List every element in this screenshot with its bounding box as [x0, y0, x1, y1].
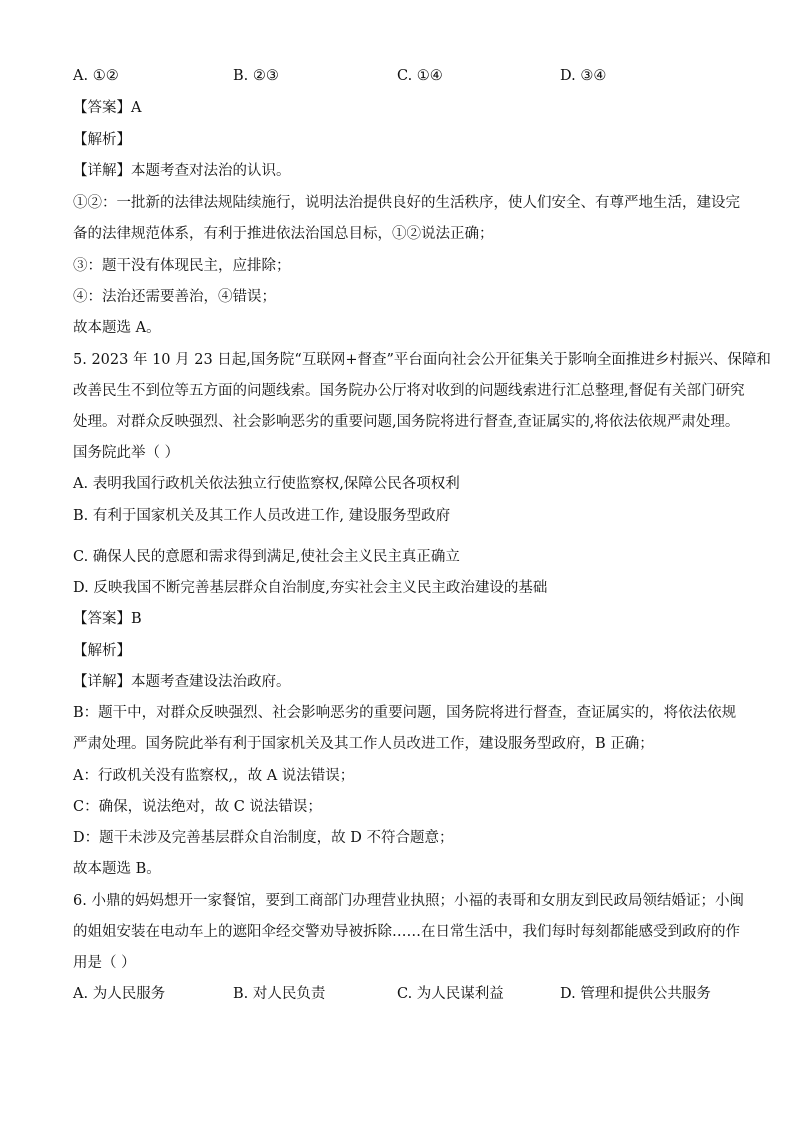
- q6-stem-line: 的姐姐安装在电动车上的遮阳伞经交警劝导被拆除……在日常生活中，我们每时每刻都能感受到政府的作: [73, 924, 740, 940]
- q6-stem-line: 6. 小鼎的妈妈想开一家餐馆，要到工商部门办理营业执照；小福的表哥和女朋友到民政局领结婚证；小闽: [73, 893, 744, 909]
- q5-stem-line: 5. 2023 年 10 月 23 日起,国务院“互联网+督查”平台面向社会公开征集关于影响全面推进乡村振兴、保障和: [73, 352, 771, 368]
- q4-option-b: B. ②③: [233, 68, 279, 84]
- q6-option-a: A. 为人民服务: [73, 986, 166, 1002]
- q4-option-c: C. ①④: [397, 68, 443, 84]
- q4-detail-line: ④：法治还需要善治，④错误；: [73, 289, 276, 305]
- q5-answer: 【答案】B: [73, 611, 142, 627]
- q5-stem-line: 国务院此举（ ）: [73, 445, 180, 461]
- q5-detail-line: A：行政机关没有监察权,，故 A 说法错误；: [73, 768, 355, 784]
- q6-option-d: D. 管理和提供公共服务: [560, 986, 711, 1002]
- q5-option-b: B. 有利于国家机关及其工作人员改进工作, 建设服务型政府: [73, 508, 451, 524]
- q6-option-b: B. 对人民负责: [233, 986, 326, 1002]
- q5-stem-line: 处理。对群众反映强烈、社会影响恶劣的重要问题,国务院将进行督查,查证属实的,将依法依规严肃处理。: [73, 414, 740, 430]
- q4-detail-line: ①②：一批新的法律法规陆续施行，说明法治提供良好的生活秩序，使人们安全、有尊严地生活，建设完: [73, 195, 740, 211]
- q4-detail-line: 故本题选 A。: [73, 320, 161, 336]
- q4-answer: 【答案】A: [73, 100, 142, 116]
- q4-analysis-heading: 【解析】: [73, 132, 131, 148]
- q5-detail-line: 【详解】本题考查建设法治政府。: [73, 674, 291, 690]
- q5-detail-line: D：题干未涉及完善基层群众自治制度，故 D 不符合题意；: [73, 830, 454, 846]
- q4-option-a: A. ①②: [73, 68, 119, 84]
- q5-option-c: C. 确保人民的意愿和需求得到满足,使社会主义民主真正确立: [73, 549, 460, 565]
- q4-detail-line: ③：题干没有体现民主，应排除；: [73, 258, 291, 274]
- q4-detail-line: 【详解】本题考查对法治的认识。: [73, 163, 291, 179]
- q5-option-d: D. 反映我国不断完善基层群众自治制度,夯实社会主义民主政治建设的基础: [73, 580, 548, 596]
- q5-stem-line: 改善民生不到位等五方面的问题线索。国务院办公厅将对收到的问题线索进行汇总整理,督促有关部门研究: [73, 383, 745, 399]
- q5-detail-line: 故本题选 B。: [73, 861, 161, 877]
- q5-detail-line: B：题干中，对群众反映强烈、社会影响恶劣的重要问题，国务院将进行督查，查证属实的，将依法依规: [73, 705, 737, 721]
- q4-detail-line: 备的法律规范体系，有利于推进依法治国总目标，①②说法正确；: [73, 226, 494, 242]
- q5-analysis-heading: 【解析】: [73, 643, 131, 659]
- q5-detail-line: 严肃处理。国务院此举有利于国家机关及其工作人员改进工作，建设服务型政府，B 正确；: [73, 736, 654, 752]
- q5-detail-line: C：确保，说法绝对，故 C 说法错误；: [73, 799, 322, 815]
- q6-stem-line: 用是（ ）: [73, 955, 136, 971]
- q6-option-c: C. 为人民谋利益: [397, 986, 504, 1002]
- q5-option-a: A. 表明我国行政机关依法独立行使监察权,保障公民各项权利: [73, 476, 460, 492]
- q4-option-d: D. ③④: [560, 68, 607, 84]
